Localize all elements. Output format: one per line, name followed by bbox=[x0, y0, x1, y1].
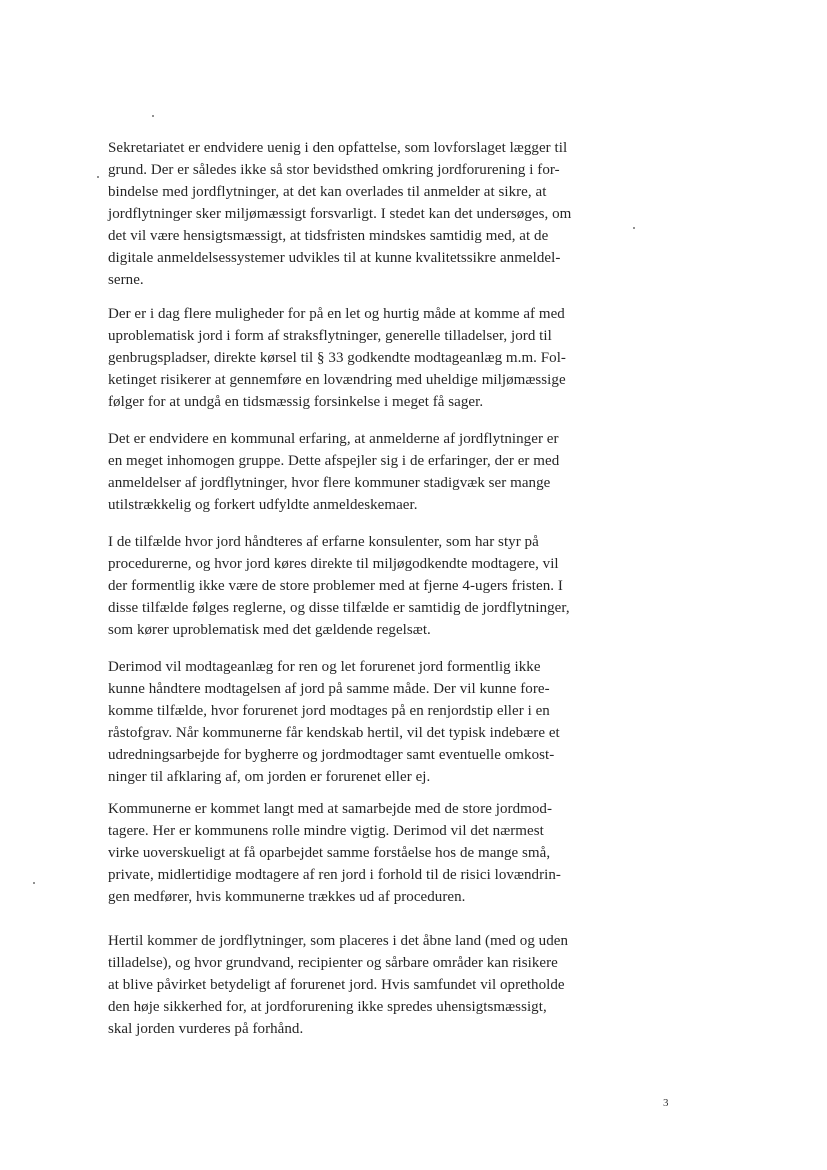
text-line: Derimod vil modtageanlæg for ren og let forurenet jord formentlig ikke bbox=[108, 659, 541, 675]
text-line: ketinget risikerer at gennemføre en lovændring med uheldige miljømæssige bbox=[108, 372, 566, 388]
text-line: den høje sikkerhed for, at jordforurening ikke spredes uhensigtsmæssigt, bbox=[108, 999, 547, 1015]
text-line: Hertil kommer de jordflytninger, som placeres i det åbne land (med og uden bbox=[108, 933, 569, 949]
text-line: genbrugspladser, direkte kørsel til § 33 godkendte modtageanlæg m.m. Fol- bbox=[108, 350, 566, 366]
paragraph bbox=[108, 798, 638, 908]
text-line: tilladelse), og hvor grundvand, recipienter og sårbare områder kan risikere bbox=[108, 955, 558, 971]
text-line: der formentlig ikke være de store problemer med at fjerne 4-ugers fristen. I bbox=[108, 578, 563, 594]
text-line: digitale anmeldelsessystemer udvikles til at kunne kvalitetssikre anmeldel- bbox=[108, 250, 561, 266]
text-line: disse tilfælde følges reglerne, og disse tilfælde er samtidig de jordflytninger, bbox=[108, 600, 570, 616]
text-line: serne. bbox=[108, 272, 144, 288]
paragraph bbox=[108, 531, 638, 641]
text-line: som kører uproblematisk med det gældende regelsæt. bbox=[108, 622, 431, 638]
paragraph bbox=[108, 656, 638, 788]
text-line: udredningsarbejde for bygherre og jordmodtager samt eventuelle omkost- bbox=[108, 747, 555, 763]
paragraph bbox=[108, 428, 638, 516]
text-line: Sekretariatet er endvidere uenig i den opfattelse, som lovforslaget lægger til bbox=[108, 140, 568, 156]
text-line: private, midlertidige modtagere af ren jord i forhold til de risici lovændrin- bbox=[108, 867, 561, 883]
text-line: ninger til afklaring af, om jorden er forurenet eller ej. bbox=[108, 769, 431, 785]
text-line: anmeldelser af jordflytninger, hvor flere kommuner stadigvæk ser mange bbox=[108, 475, 551, 491]
text-line: en meget inhomogen gruppe. Dette afspejler sig i de erfaringer, der er med bbox=[108, 453, 560, 469]
paragraph bbox=[108, 137, 638, 291]
paragraph bbox=[108, 930, 638, 1040]
text-line: Kommunerne er kommet langt med at samarbejde med de store jordmod- bbox=[108, 801, 552, 817]
paragraph bbox=[108, 303, 638, 413]
text-line: følger for at undgå en tidsmæssig forsinkelse i meget få sager. bbox=[108, 394, 484, 410]
text-line: Der er i dag flere muligheder for på en let og hurtig måde at komme af med bbox=[108, 306, 565, 322]
text-line: gen medfører, hvis kommunerne trækkes ud af proceduren. bbox=[108, 889, 466, 905]
scan-speck bbox=[97, 176, 99, 178]
text-line: utilstrækkelig og forkert udfyldte anmeldeskemaer. bbox=[108, 497, 418, 513]
scan-speck bbox=[152, 115, 154, 117]
page-number: 3 bbox=[663, 1097, 669, 1109]
text-line: I de tilfælde hvor jord håndteres af erfarne konsulenter, som har styr på bbox=[108, 534, 539, 550]
text-line: procedurerne, og hvor jord køres direkte til miljøgodkendte modtagere, vil bbox=[108, 556, 559, 572]
scan-speck bbox=[33, 882, 35, 884]
text-line: skal jorden vurderes på forhånd. bbox=[108, 1021, 304, 1037]
text-line: grund. Der er således ikke så stor bevidsthed omkring jordforurening i for- bbox=[108, 162, 560, 178]
text-line: virke uoverskueligt at få oparbejdet samme forståelse hos de mange små, bbox=[108, 845, 551, 861]
text-line: Det er endvidere en kommunal erfaring, at anmelderne af jordflytninger er bbox=[108, 431, 559, 447]
text-line: tagere. Her er kommunens rolle mindre vigtig. Derimod vil det nærmest bbox=[108, 823, 544, 839]
text-line: at blive påvirket betydeligt af forurenet jord. Hvis samfundet vil opretholde bbox=[108, 977, 565, 993]
text-line: komme tilfælde, hvor forurenet jord modtages på en renjordstip eller i en bbox=[108, 703, 550, 719]
text-line: råstofgrav. Når kommunerne får kendskab hertil, vil det typisk indebære et bbox=[108, 725, 560, 741]
text-line: uproblematisk jord i form af straksflytninger, generelle tilladelser, jord til bbox=[108, 328, 552, 344]
text-line: kunne håndtere modtagelsen af jord på samme måde. Der vil kunne fore- bbox=[108, 681, 550, 697]
text-line: bindelse med jordflytninger, at det kan overlades til anmelder at sikre, at bbox=[108, 184, 547, 200]
text-line: det vil være hensigtsmæssigt, at tidsfristen mindskes samtidig med, at de bbox=[108, 228, 549, 244]
text-line: jordflytninger sker miljømæssigt forsvarligt. I stedet kan det undersøges, om bbox=[108, 206, 572, 222]
